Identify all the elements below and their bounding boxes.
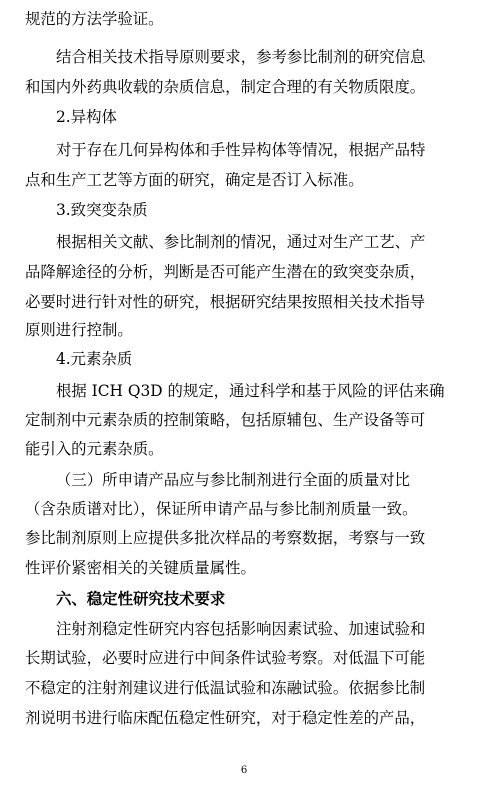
text-line: 注射剂稳定性研究内容包括影响因素试验、加速试验和 <box>56 620 426 638</box>
text-line: 定制剂中元素杂质的控制策略，包括原辅包、生产设备等可 <box>25 411 426 429</box>
text-line: （三）所申请产品应与参比制剂进行全面的质量对比 <box>56 471 410 489</box>
page-number: 6 <box>240 765 248 776</box>
text-line: 对于存在几何异构体和手性异构体等情况，根据产品特 <box>56 141 426 159</box>
text-line: 规范的方法学验证。 <box>25 10 164 28</box>
text-line: 剂说明书进行临床配伍稳定性研究，对于稳定性差的产品， <box>25 709 426 727</box>
text-line: 点和生产工艺等方面的研究，确定是否订入标准。 <box>25 171 364 189</box>
text-line: 长期试验，必要时应进行中间条件试验考察。对低温下可能 <box>25 649 426 667</box>
text-line: 根据 ICH Q3D 的规定，通过科学和基于风险的评估来确 <box>56 382 445 400</box>
text-line: 必要时进行针对性的研究，根据研究结果按照相关技术指导 <box>25 293 426 311</box>
text-line: 结合相关技术指导原则要求，参考参比制剂的研究信息 <box>56 48 426 66</box>
text-line: 根据相关文献、参比制剂的情况，通过对生产工艺、产 <box>56 233 426 251</box>
section-heading: 2.异构体 <box>56 108 117 126</box>
text-line: 参比制剂原则上应提供多批次样品的考察数据，考察与一致 <box>25 529 426 547</box>
section-heading: 4.元素杂质 <box>56 350 133 368</box>
text-line: 性评价紧密相关的关键质量属性。 <box>25 559 256 577</box>
section-heading: 六、稳定性研究技术要求 <box>56 590 226 608</box>
text-line: 能引入的元素杂质。 <box>25 440 164 458</box>
section-heading: 3.致突变杂质 <box>56 201 148 219</box>
text-line: （含杂质谱对比），保证所申请产品与参比制剂质量一致。 <box>25 500 418 518</box>
text-line: 原则进行控制。 <box>25 321 133 339</box>
text-line: 和国内外药典收载的杂质信息，制定合理的有关物质限度。 <box>25 78 426 96</box>
text-line: 品降解途径的分析，判断是否可能产生潜在的致突变杂质， <box>25 263 426 281</box>
text-line: 不稳定的注射剂建议进行低温试验和冻融试验。依据参比制 <box>25 679 426 697</box>
